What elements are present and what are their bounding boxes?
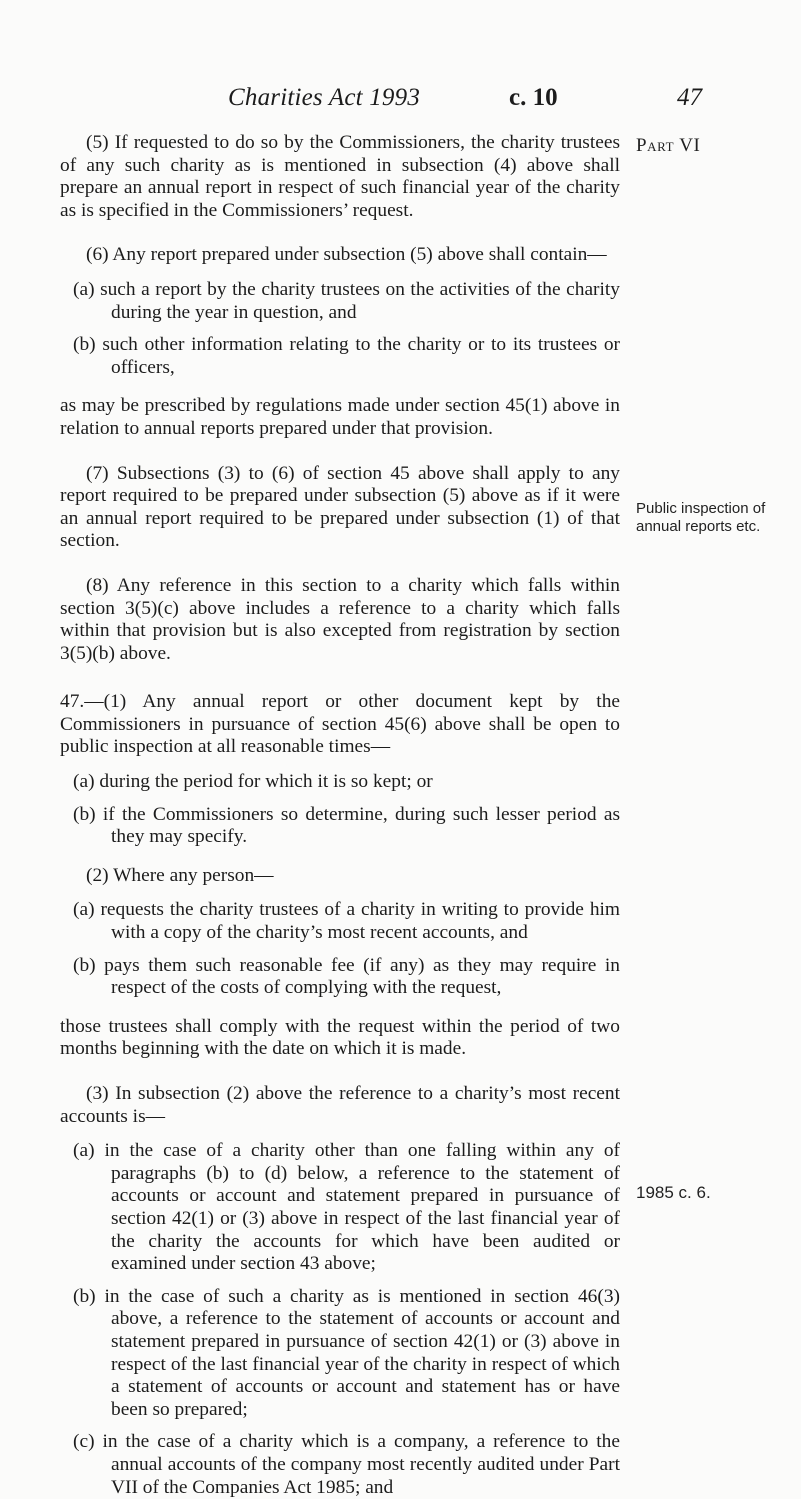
paragraph-47-3-a: (a) in the case of a charity other than one falling within any of paragraphs (b) to (d) below, a reference to the statement of accounts or account and statement prepared in pursuance of section 42(1) or (3) above in respect of the last financial year of the charity the accounts for which have been audited or examined under section 43 above; — [73, 1140, 620, 1275]
act-title: Charities Act 1993 — [228, 84, 421, 111]
subsection-46-7: (7) Subsections (3) to (6) of section 45 above shall apply to any report required to be prepared under subsection (5) above as if it were an annual report required to be prepared under subsection (1) of that section. — [60, 462, 620, 552]
section-47-1: 47.—(1) Any annual report or other document kept by the Commissioners in pursuance of section 45(6) above shall be open to public inspection at all reasonable times— — [60, 691, 620, 758]
subsection-47-3-intro: (3) In subsection (2) above the reference to a charity’s most recent accounts is— — [60, 1083, 620, 1127]
subsection-46-8: (8) Any reference in this section to a charity which falls within section 3(5)(c) above includes a reference to a charity which falls within that provision but is also excepted from registration by section 3(5)(b) above. — [60, 574, 620, 664]
subsection-46-6-intro: (6) Any report prepared under subsection (5) above shall contain— — [86, 244, 607, 266]
margin-note-section-47: Public inspection of annual reports etc. — [636, 500, 766, 535]
paragraph-47-1-b: (b) if the Commissioners so determine, during such lesser period as they may specify. — [73, 803, 620, 848]
subsection-46-6-tail: as may be prescribed by regulations made under section 45(1) above in relation to annual reports prepared under that provision. — [60, 395, 620, 439]
margin-citation: 1985 c. 6. — [636, 1183, 711, 1202]
paragraph-47-2-b: (b) pays them such reasonable fee (if any) as they may require in respect of the costs of complying with the request, — [73, 954, 620, 999]
subsection-46-5: (5) If requested to do so by the Commissioners, the charity trustees of any such charity as is mentioned in subsection (4) above shall prepare an annual report in respect of such financial year of the charity as is specified in the Commissioners’ request. — [60, 132, 620, 221]
part-heading: Part VI — [636, 135, 701, 156]
paragraph-47-3-b: (b) in the case of such a charity as is mentioned in section 46(3) above, a reference to the statement of accounts or account and statement prepared in pursuance of section 42(1) or (3) above in respect of the last financial year of the charity in respect of which a statement of accounts or account and statement has or have been so prepared; — [73, 1285, 620, 1420]
paragraph-47-3-c: (c) in the case of a charity which is a company, a reference to the annual accounts of the company most recently audited under Part VII of the Companies Act 1985; and — [73, 1431, 620, 1498]
running-header — [0, 84, 801, 116]
chapter-number: c. 10 — [509, 84, 558, 111]
subsection-47-2-intro: (2) Where any person— — [86, 864, 274, 886]
paragraph-46-6-a: (a) such a report by the charity trustees on the activities of the charity during the year in question, and — [73, 278, 620, 323]
paragraph-47-1-a: (a) during the period for which it is so kept; or — [73, 771, 433, 793]
paragraph-47-2-a: (a) requests the charity trustees of a charity in writing to provide him with a copy of the charity’s most recent accounts, and — [73, 899, 620, 944]
subsection-47-2-tail: those trustees shall comply with the request within the period of two months beginning with the date on which it is made. — [60, 1015, 620, 1060]
paragraph-46-6-b: (b) such other information relating to the charity or to its trustees or officers, — [73, 334, 620, 378]
body-text — [60, 132, 620, 1499]
page-number: 47 — [677, 84, 702, 111]
